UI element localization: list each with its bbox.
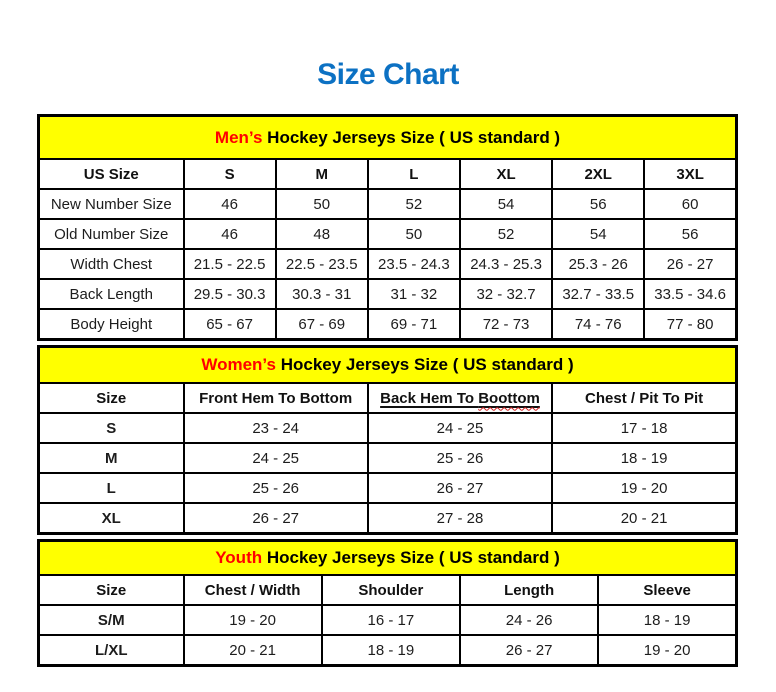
- section-title-rest: Hockey Jerseys Size ( US standard ): [262, 548, 560, 567]
- table-row: [39, 189, 737, 219]
- data-cell: 26 - 27: [644, 249, 736, 279]
- data-cell: 50: [276, 189, 368, 219]
- data-cell: 20 - 21: [184, 635, 322, 666]
- row-label: Old Number Size: [39, 219, 184, 249]
- data-cell: 23.5 - 24.3: [368, 249, 460, 279]
- data-cell: 23 - 24: [184, 413, 368, 443]
- column-header: Length: [460, 575, 598, 605]
- data-cell: 24 - 25: [184, 443, 368, 473]
- data-cell: 18 - 19: [552, 443, 736, 473]
- data-cell: 16 - 17: [322, 605, 460, 635]
- table-row: [39, 249, 737, 279]
- row-label: Width Chest: [39, 249, 184, 279]
- womens-size-table: [37, 345, 738, 535]
- data-cell: 56: [552, 189, 644, 219]
- table-row: [39, 473, 737, 503]
- youth-section-title: [39, 541, 737, 576]
- data-cell: 26 - 27: [460, 635, 598, 666]
- data-cell: 25 - 26: [368, 443, 552, 473]
- mens-size-table: [37, 114, 738, 341]
- data-cell: 52: [368, 189, 460, 219]
- data-cell: 74 - 76: [552, 309, 644, 340]
- column-header: 2XL: [552, 159, 644, 189]
- data-cell: 33.5 - 34.6: [644, 279, 736, 309]
- data-cell: 19 - 20: [552, 473, 736, 503]
- data-cell: 30.3 - 31: [276, 279, 368, 309]
- column-header: 3XL: [644, 159, 736, 189]
- data-cell: 67 - 69: [276, 309, 368, 340]
- column-header: Chest / Width: [184, 575, 322, 605]
- data-cell: 19 - 20: [598, 635, 736, 666]
- row-label: S: [39, 413, 184, 443]
- data-cell: 26 - 27: [184, 503, 368, 534]
- data-cell: 24 - 25: [368, 413, 552, 443]
- column-header: S: [184, 159, 276, 189]
- data-cell: 46: [184, 219, 276, 249]
- tables: [37, 114, 738, 667]
- row-label: Body Height: [39, 309, 184, 340]
- data-cell: 21.5 - 22.5: [184, 249, 276, 279]
- data-cell: 69 - 71: [368, 309, 460, 340]
- data-cell: 19 - 20: [184, 605, 322, 635]
- data-cell: 25 - 26: [184, 473, 368, 503]
- table-row: [39, 413, 737, 443]
- table-row: [39, 309, 737, 340]
- column-header: Size: [39, 575, 184, 605]
- data-cell: 52: [460, 219, 552, 249]
- table-row: [39, 503, 737, 534]
- table-row: [39, 219, 737, 249]
- data-cell: 56: [644, 219, 736, 249]
- data-cell: 27 - 28: [368, 503, 552, 534]
- row-label: S/M: [39, 605, 184, 635]
- data-cell: 60: [644, 189, 736, 219]
- column-header: US Size: [39, 159, 184, 189]
- youth-size-table: [37, 539, 738, 667]
- data-cell: 65 - 67: [184, 309, 276, 340]
- row-label: Back Length: [39, 279, 184, 309]
- column-header: M: [276, 159, 368, 189]
- section-title-rest: Hockey Jerseys Size ( US standard ): [262, 127, 561, 147]
- data-cell: 32 - 32.7: [460, 279, 552, 309]
- data-cell: 24 - 26: [460, 605, 598, 635]
- data-cell: 25.3 - 26: [552, 249, 644, 279]
- misspelled-word: Boottom: [478, 389, 540, 407]
- column-header: Chest / Pit To Pit: [552, 383, 736, 413]
- data-cell: 48: [276, 219, 368, 249]
- data-cell: 50: [368, 219, 460, 249]
- column-header: Front Hem To Bottom: [184, 383, 368, 413]
- data-cell: 24.3 - 25.3: [460, 249, 552, 279]
- column-header: Size: [39, 383, 184, 413]
- data-cell: 77 - 80: [644, 309, 736, 340]
- row-label: New Number Size: [39, 189, 184, 219]
- table-row: [39, 635, 737, 666]
- data-cell: 29.5 - 30.3: [184, 279, 276, 309]
- table-row: [39, 279, 737, 309]
- page-title: Size Chart: [317, 58, 459, 91]
- column-header-text: Back Hem To: [380, 389, 479, 407]
- data-cell: 32.7 - 33.5: [552, 279, 644, 309]
- data-cell: 22.5 - 23.5: [276, 249, 368, 279]
- data-cell: 20 - 21: [552, 503, 736, 534]
- row-label: M: [39, 443, 184, 473]
- data-cell: 72 - 73: [460, 309, 552, 340]
- data-cell: 54: [552, 219, 644, 249]
- data-cell: 46: [184, 189, 276, 219]
- column-header: [368, 383, 552, 413]
- row-label: L: [39, 473, 184, 503]
- womens-section-title: [39, 347, 737, 384]
- data-cell: 17 - 18: [552, 413, 736, 443]
- section-title-highlight: Women’s: [201, 355, 276, 374]
- column-header: L: [368, 159, 460, 189]
- column-header: Shoulder: [322, 575, 460, 605]
- mens-section-title: [39, 116, 737, 160]
- column-header: Sleeve: [598, 575, 736, 605]
- table-row: [39, 443, 737, 473]
- column-header: XL: [460, 159, 552, 189]
- data-cell: 18 - 19: [322, 635, 460, 666]
- section-title-highlight: Men’s: [214, 127, 263, 147]
- data-cell: 18 - 19: [598, 605, 736, 635]
- data-cell: 54: [460, 189, 552, 219]
- section-title-highlight: Youth: [215, 548, 263, 567]
- row-label: XL: [39, 503, 184, 534]
- table-row: [39, 605, 737, 635]
- section-title-rest: Hockey Jerseys Size ( US standard ): [275, 355, 574, 374]
- row-label: L/XL: [39, 635, 184, 666]
- data-cell: 31 - 32: [368, 279, 460, 309]
- data-cell: 26 - 27: [368, 473, 552, 503]
